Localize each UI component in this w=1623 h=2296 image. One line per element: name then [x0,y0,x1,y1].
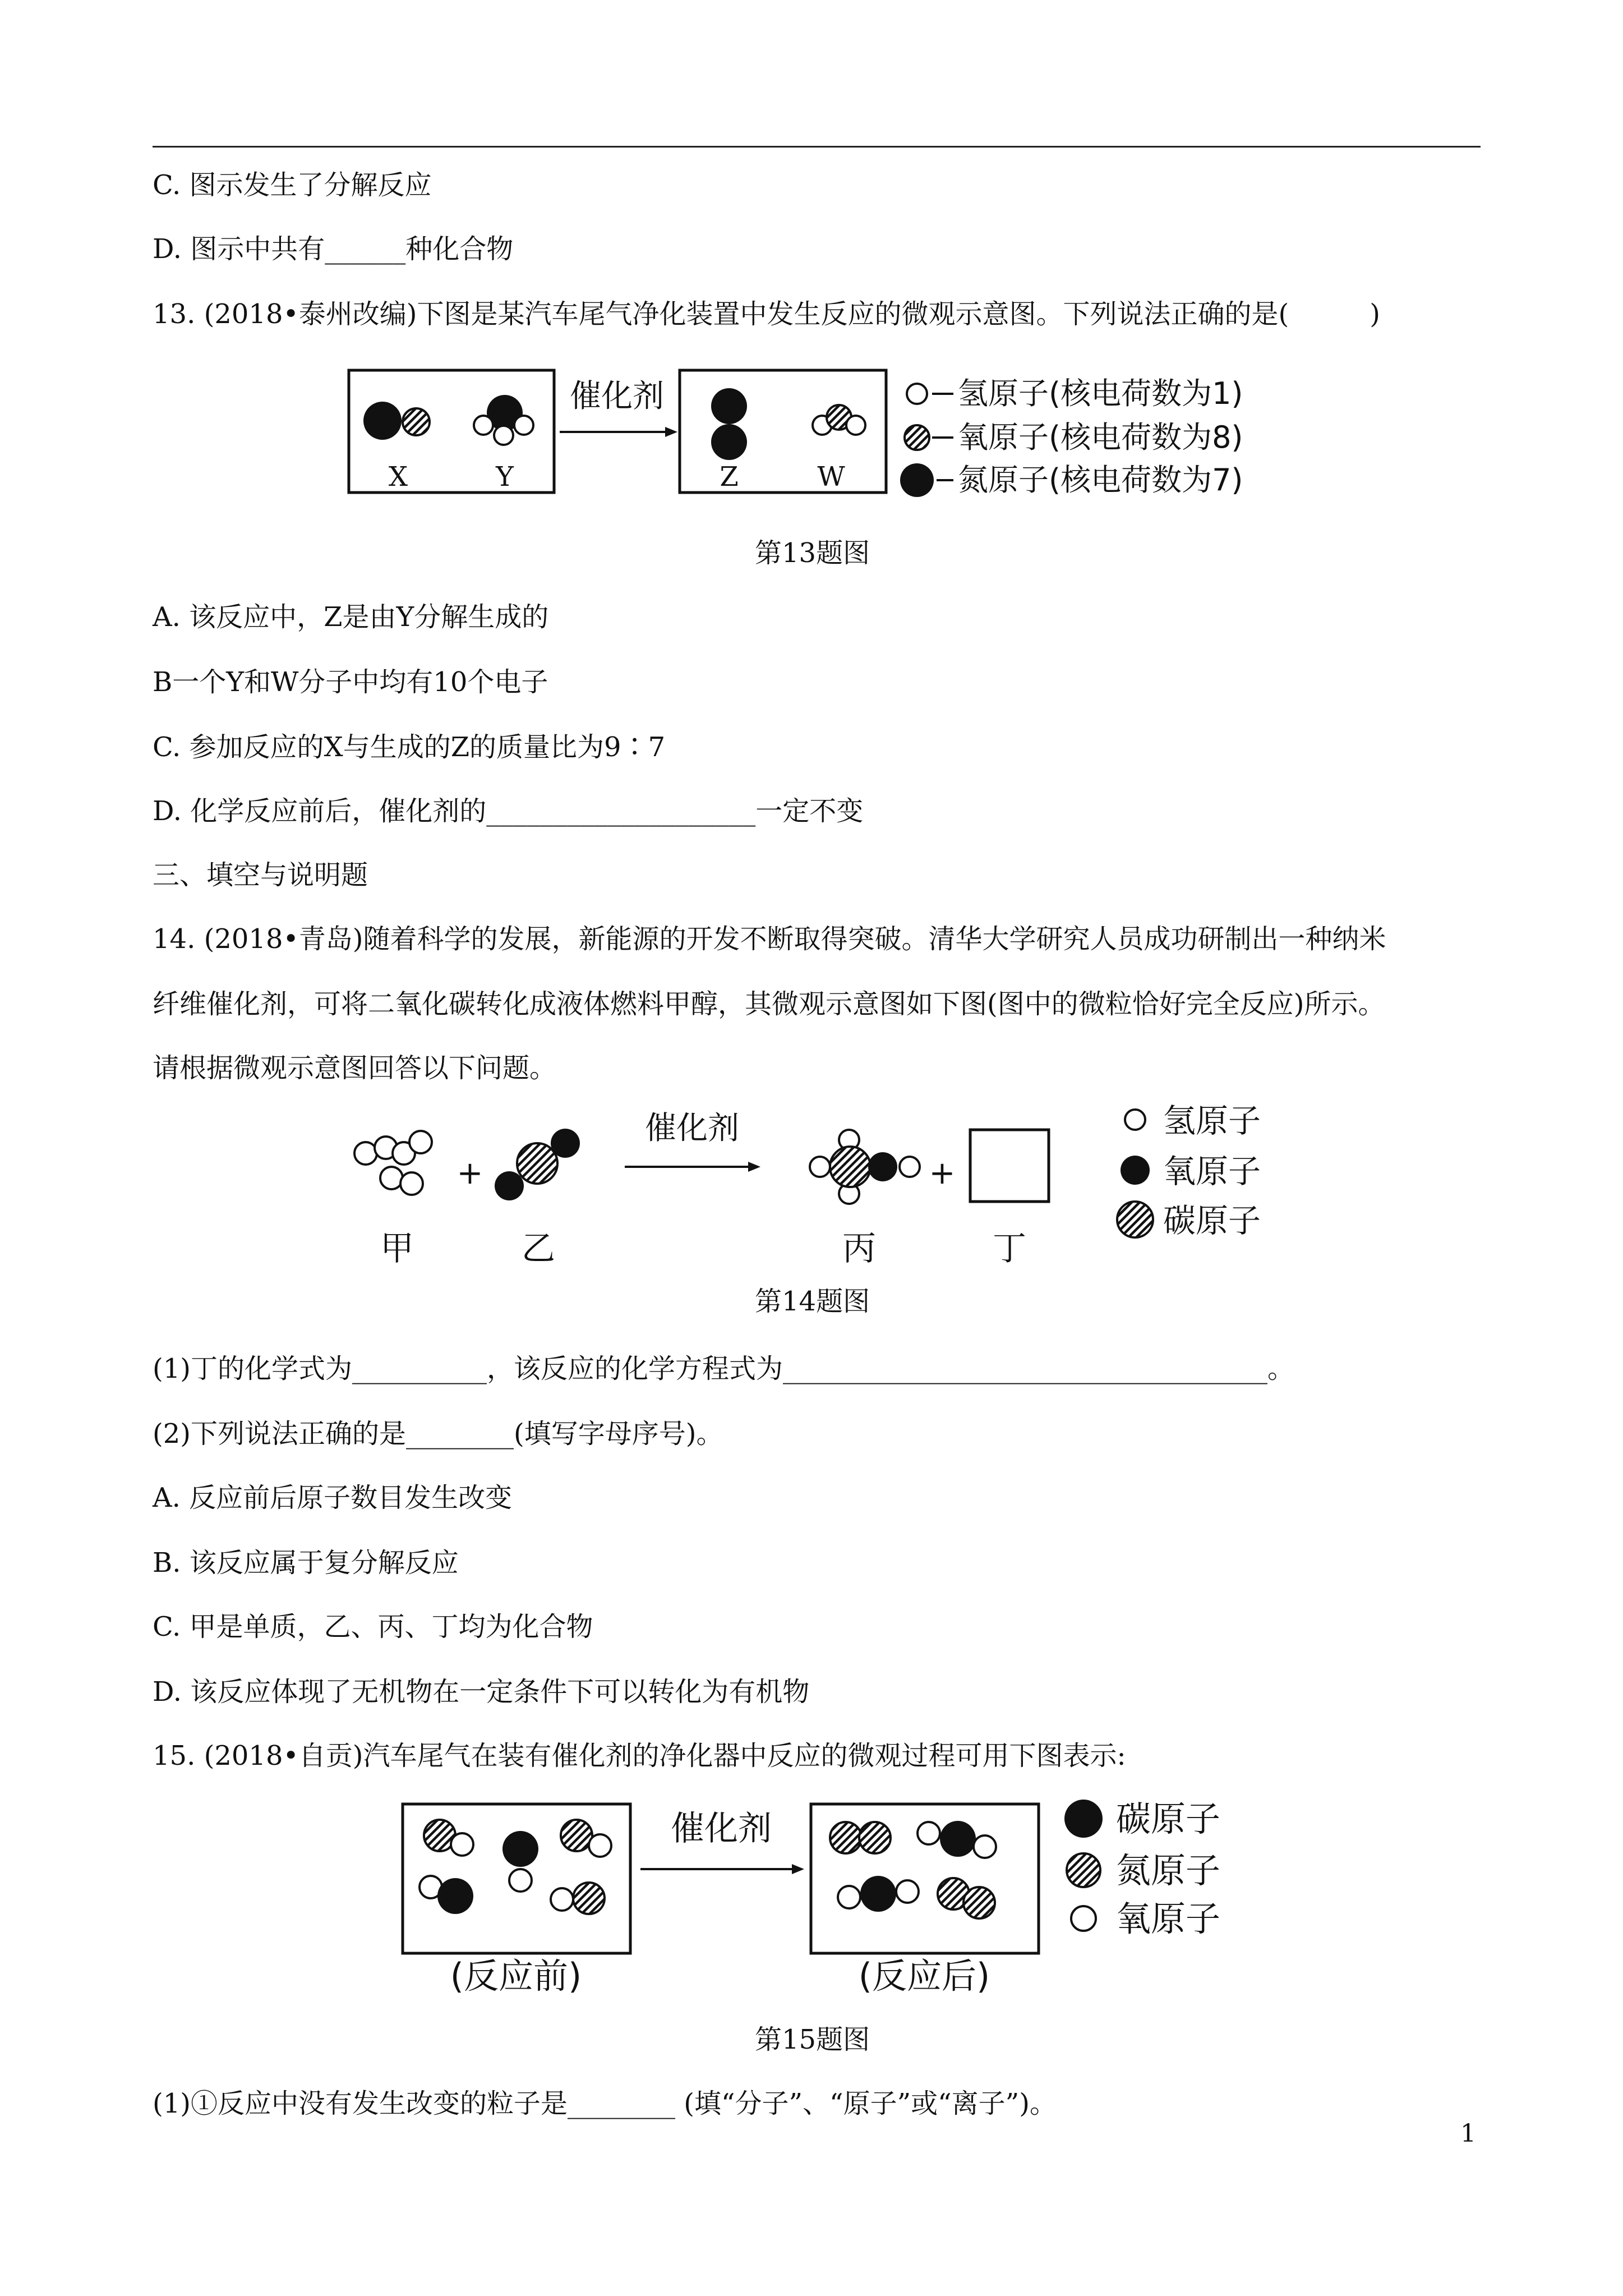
option-b-14: B. 该反应属于复分解反应 [153,1547,459,1579]
legend-hydrogen: 氢原子(核电荷数为1) [958,376,1243,411]
hydrogen-atom-icon [514,416,533,435]
question-14-line3: 请根据微观示意图回答以下问题。 [153,1052,557,1084]
legend-nitrogen: 氮原子 [1116,1850,1221,1891]
oxygen-atom-icon [551,1888,573,1911]
arrowhead-icon [792,1864,804,1874]
q14-part1: (1)丁的化学式为__________，该反应的化学方程式为____________________________________。 [153,1353,1294,1384]
option-d-13: D. 化学反应前后，催化剂的____________________一定不变 [153,795,864,827]
carbon-atom-icon [502,1831,538,1867]
carbon-atom-icon [830,1147,870,1187]
label-z: Z [720,461,739,493]
oxygen-atom-icon [896,1880,919,1903]
carbon-legend-icon [1064,1800,1103,1838]
legend-carbon: 碳原子 [1163,1202,1261,1240]
figure-14 [336,1099,1324,1279]
oxygen-atom-icon [838,1886,860,1908]
nitrogen-atom-icon [830,1822,861,1853]
option-c-12: C. 图示发生了分解反应 [153,169,432,201]
hydrogen-atom-icon [400,1172,423,1195]
option-a-13: A. 该反应中，Z是由Y分解生成的 [153,601,549,633]
header-rule [153,146,1481,148]
plus-sign: + [457,1155,483,1191]
figure-13 [336,359,1301,505]
oxygen-atom-icon [509,1869,532,1892]
oxygen-atom-icon [974,1835,996,1858]
question-15: 15. (2018•自贡)汽车尾气在装有催化剂的净化器中反应的微观过程可用下图表示: [153,1740,1126,1772]
fig15-arrow-label: 催化剂 [671,1809,772,1848]
legend-hydrogen: 氢原子 [1163,1102,1261,1140]
nitrogen-atom-icon [573,1883,605,1914]
legend-carbon: 碳原子 [1116,1798,1221,1839]
nitrogen-atom-icon [963,1887,995,1918]
carbon-atom-icon [437,1878,473,1914]
option-b-13: B一个Y和W分子中均有10个电子 [153,666,548,698]
option-c-14: C. 甲是单质，乙、丙、丁均为化合物 [153,1611,593,1642]
page-number: 1 [1460,2119,1476,2148]
q15-part1: (1)①反应中没有发生改变的粒子是________ (填“分子”、“原子”或“离子”)。 [153,2088,1057,2119]
nitrogen-legend-icon [900,463,934,497]
nitrogen-atom-icon [363,402,402,440]
oxygen-atom-icon [917,1822,940,1844]
legend-oxygen: 氧原子 [1163,1152,1261,1190]
unknown-product-box [970,1130,1049,1202]
legend-nitrogen: 氮原子(核电荷数为7) [958,462,1243,498]
legend-oxygen: 氧原子(核电荷数为8) [958,420,1243,455]
caption-13: 第13题图 [755,537,870,569]
carbon-atom-icon [517,1143,557,1184]
carbon-legend-icon [1117,1202,1153,1237]
question-14-line2: 纤维催化剂，可将二氧化碳转化成液体燃料甲醇，其微观示意图如下图(图中的微粒恰好完全反应)所示。 [153,988,1385,1020]
question-14-line1: 14. (2018•青岛)随着科学的发展，新能源的开发不断取得突破。清华大学研究人员成功研制出一种纳米 [153,923,1386,955]
label-ding: 丁 [993,1229,1026,1268]
oxygen-atom-icon [451,1833,473,1856]
oxygen-legend-icon [1071,1906,1096,1931]
nitrogen-legend-icon [1067,1853,1100,1887]
hydrogen-atom-icon [846,416,865,435]
hydrogen-legend-icon [907,384,927,404]
label-bing: 丙 [842,1229,876,1268]
carbon-atom-icon [860,1876,896,1912]
caption-15: 第15题图 [755,2024,870,2055]
nitrogen-atom-icon [711,388,747,424]
option-c-13: C. 参加反应的X与生成的Z的质量比为9∶7 [153,731,666,763]
option-a-14: A. 反应前后原子数目发生改变 [153,1482,513,1513]
label-yi: 乙 [522,1229,555,1268]
oxygen-atom-icon [868,1152,897,1181]
nitrogen-atom-icon [859,1822,891,1853]
hydrogen-atom-icon [900,1157,920,1177]
oxygen-atom-icon [403,408,430,435]
oxygen-atom-icon [495,1171,524,1200]
oxygen-legend-icon [905,425,929,450]
option-d-12: D. 图示中共有______种化合物 [153,233,514,265]
hydrogen-atom-icon [494,426,513,445]
figure-15 [393,1784,1324,2003]
q14-part2: (2)下列说法正确的是________(填写字母序号)。 [153,1418,723,1450]
carbon-atom-icon [940,1821,976,1857]
hydrogen-atom-icon [354,1142,377,1165]
arrowhead-icon [748,1162,760,1172]
after-label: (反应后) [858,1955,990,1996]
label-y: Y [496,461,514,493]
nitrogen-atom-icon [711,424,747,460]
hydrogen-legend-icon [1125,1110,1145,1130]
hydrogen-atom-icon [409,1131,432,1153]
oxygen-atom-icon [551,1129,580,1158]
section-heading: 三、填空与说明题 [153,859,368,891]
before-label: (反应前) [450,1955,582,1996]
label-jia: 甲 [380,1229,414,1268]
label-w: W [817,461,845,493]
hydrogen-atom-icon [474,416,493,435]
fig14-arrow-label: 催化剂 [645,1110,739,1147]
fig13-arrow-label: 催化剂 [570,378,664,415]
oxygen-atom-icon [589,1834,611,1857]
question-13: 13. (2018•泰州改编)下图是某汽车尾气净化装置中发生反应的微观示意图。下列说法正确的是( ) [153,298,1380,330]
plus-sign: + [929,1155,956,1191]
option-d-14: D. 该反应体现了无机物在一定条件下可以转化为有机物 [153,1676,810,1708]
arrowhead-icon [665,427,677,437]
nitrogen-atom-icon [561,1820,592,1851]
legend-oxygen: 氧原子 [1116,1898,1221,1939]
hydrogen-atom-icon [810,1157,830,1177]
label-x: X [388,461,408,493]
caption-14: 第14题图 [755,1286,870,1317]
oxygen-legend-icon [1121,1156,1150,1185]
hydrogen-atom-icon [380,1167,403,1189]
